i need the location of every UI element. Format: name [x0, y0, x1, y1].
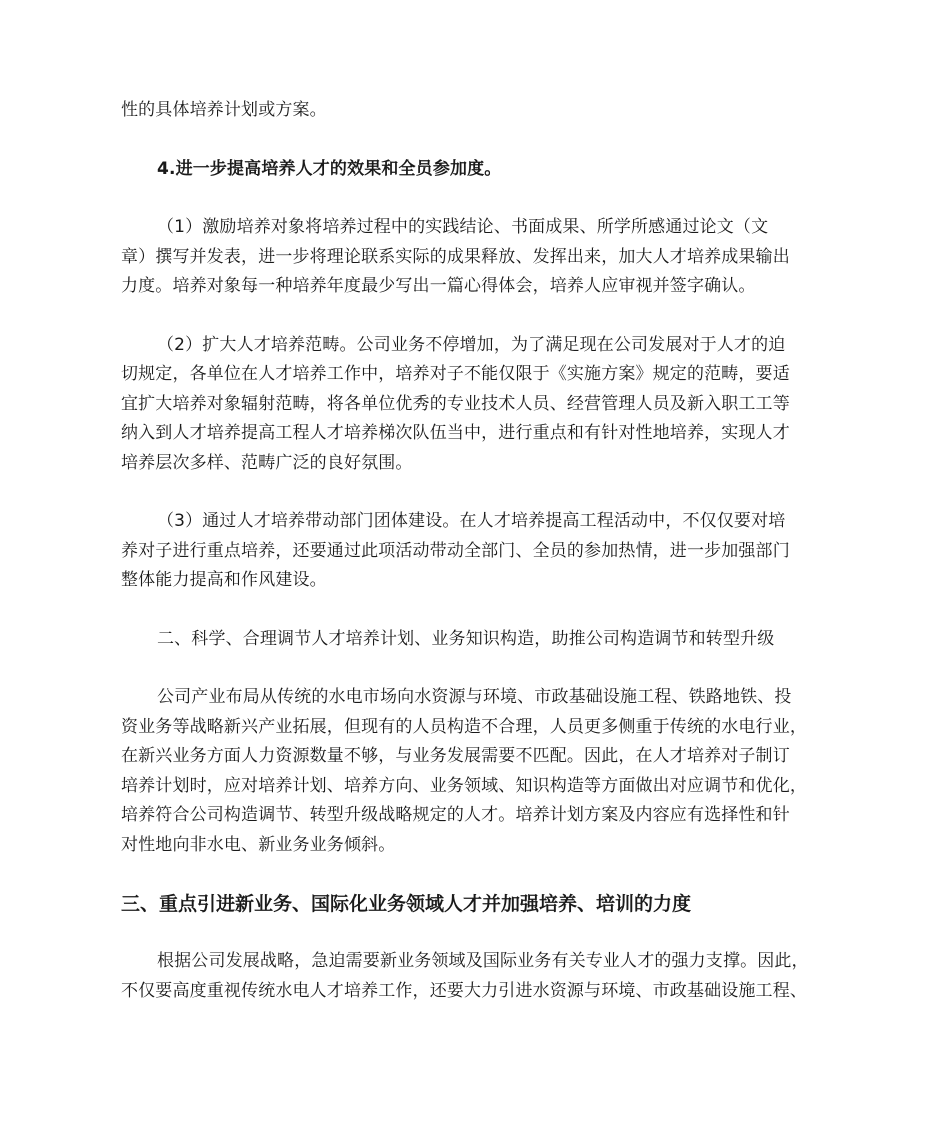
- text-line: 性的具体培养计划或方案。: [121, 100, 327, 120]
- paragraph-section-3: [121, 947, 833, 1006]
- text-line: （3）通过人才培养带动部门团体建设。在人才培养提高工程活动中，不仅仅要对培: [157, 511, 786, 531]
- text-line: 宜扩大培养对象辐射范畴，将各单位优秀的专业技术人员、经营管理人员及新入职工工等: [121, 393, 790, 414]
- text-line: 力度。培养对象每一种培养年度最少写出一篇心得体会，培养人应审视并签字确认。: [121, 276, 756, 296]
- paragraph-section-2: [121, 683, 833, 860]
- text-line: 培养符合公司构造调节、转型升级战略规定的人才。培养计划方案及内容应有选择性和针: [121, 805, 790, 825]
- subheading-4: [121, 155, 833, 185]
- text-line: 整体能力提高和作风建设。: [121, 570, 327, 590]
- paragraph-item-2: [121, 331, 833, 479]
- paragraph-item-3: [121, 507, 833, 596]
- text-line: （2）扩大人才培养范畴。公司业务不停增加，为了满足现在公司发展对于人才的迫: [157, 334, 786, 355]
- section-heading-2: [121, 625, 833, 655]
- text-line: 培养计划时，应对培养计划、培养方向、业务领域、知识构造等方面做出对应调节和优化，: [121, 775, 807, 796]
- text-line: 对性地向非水电、新业务业务倾斜。: [121, 834, 396, 855]
- text-line: 根据公司发展战略，急迫需要新业务领域及国际业务有关专业人才的强力支撑。因此，: [157, 951, 809, 971]
- text-line: 公司产业布局从传统的水电市场向水资源与环境、市政基础设施工程、铁路地铁、投: [157, 687, 792, 707]
- subheading-text: 4.进一步提高培养人才的效果和全员参加度。: [157, 158, 502, 179]
- text-line: 纳入到人才培养提高工程人才培养梯次队伍当中，进行重点和有针对性地培养，实现人才: [121, 423, 790, 443]
- text-line: 章）撰写并发表，进一步将理论联系实际的成果释放、发挥出来，加大人才培养成果输出: [121, 246, 790, 267]
- text-line: 不仅要高度重视传统水电人才培养工作，还要大力引进水资源与环境、市政基础设施工程、: [121, 980, 807, 1001]
- section-heading-text: 二、科学、合理调节人才培养计划、业务知识构造，助推公司构造调节和转型升级: [157, 628, 775, 649]
- text-line: （1）激励培养对象将培养过程中的实践结论、书面成果、所学所感通过论文（文: [157, 217, 769, 237]
- document-page: [121, 96, 833, 1035]
- text-line: 培养层次多样、范畴广泛的良好氛围。: [121, 452, 413, 473]
- paragraph-item-1: [121, 213, 833, 302]
- text-line: 在新兴业务方面人力资源数量不够，与业务发展需要不匹配。因此，在人才培养对子制订: [121, 746, 790, 766]
- text-line: 养对子进行重点培养，还要通过此项活动带动全部门、全员的参加热情，进一步加强部门: [121, 540, 790, 561]
- section-heading-3: 三、重点引进新业务、国际化业务领域人才并加强培养、培训的力度: [121, 893, 692, 915]
- text-line: 切规定，各单位在人才培养工作中，培养对子不能仅限于《实施方案》规定的范畴，要适: [121, 364, 790, 384]
- text-line: 资业务等战略新兴产业拓展，但现有的人员构造不合理，人员更多侧重于传统的水电行业，: [121, 716, 807, 737]
- paragraph-continuation: [121, 96, 833, 126]
